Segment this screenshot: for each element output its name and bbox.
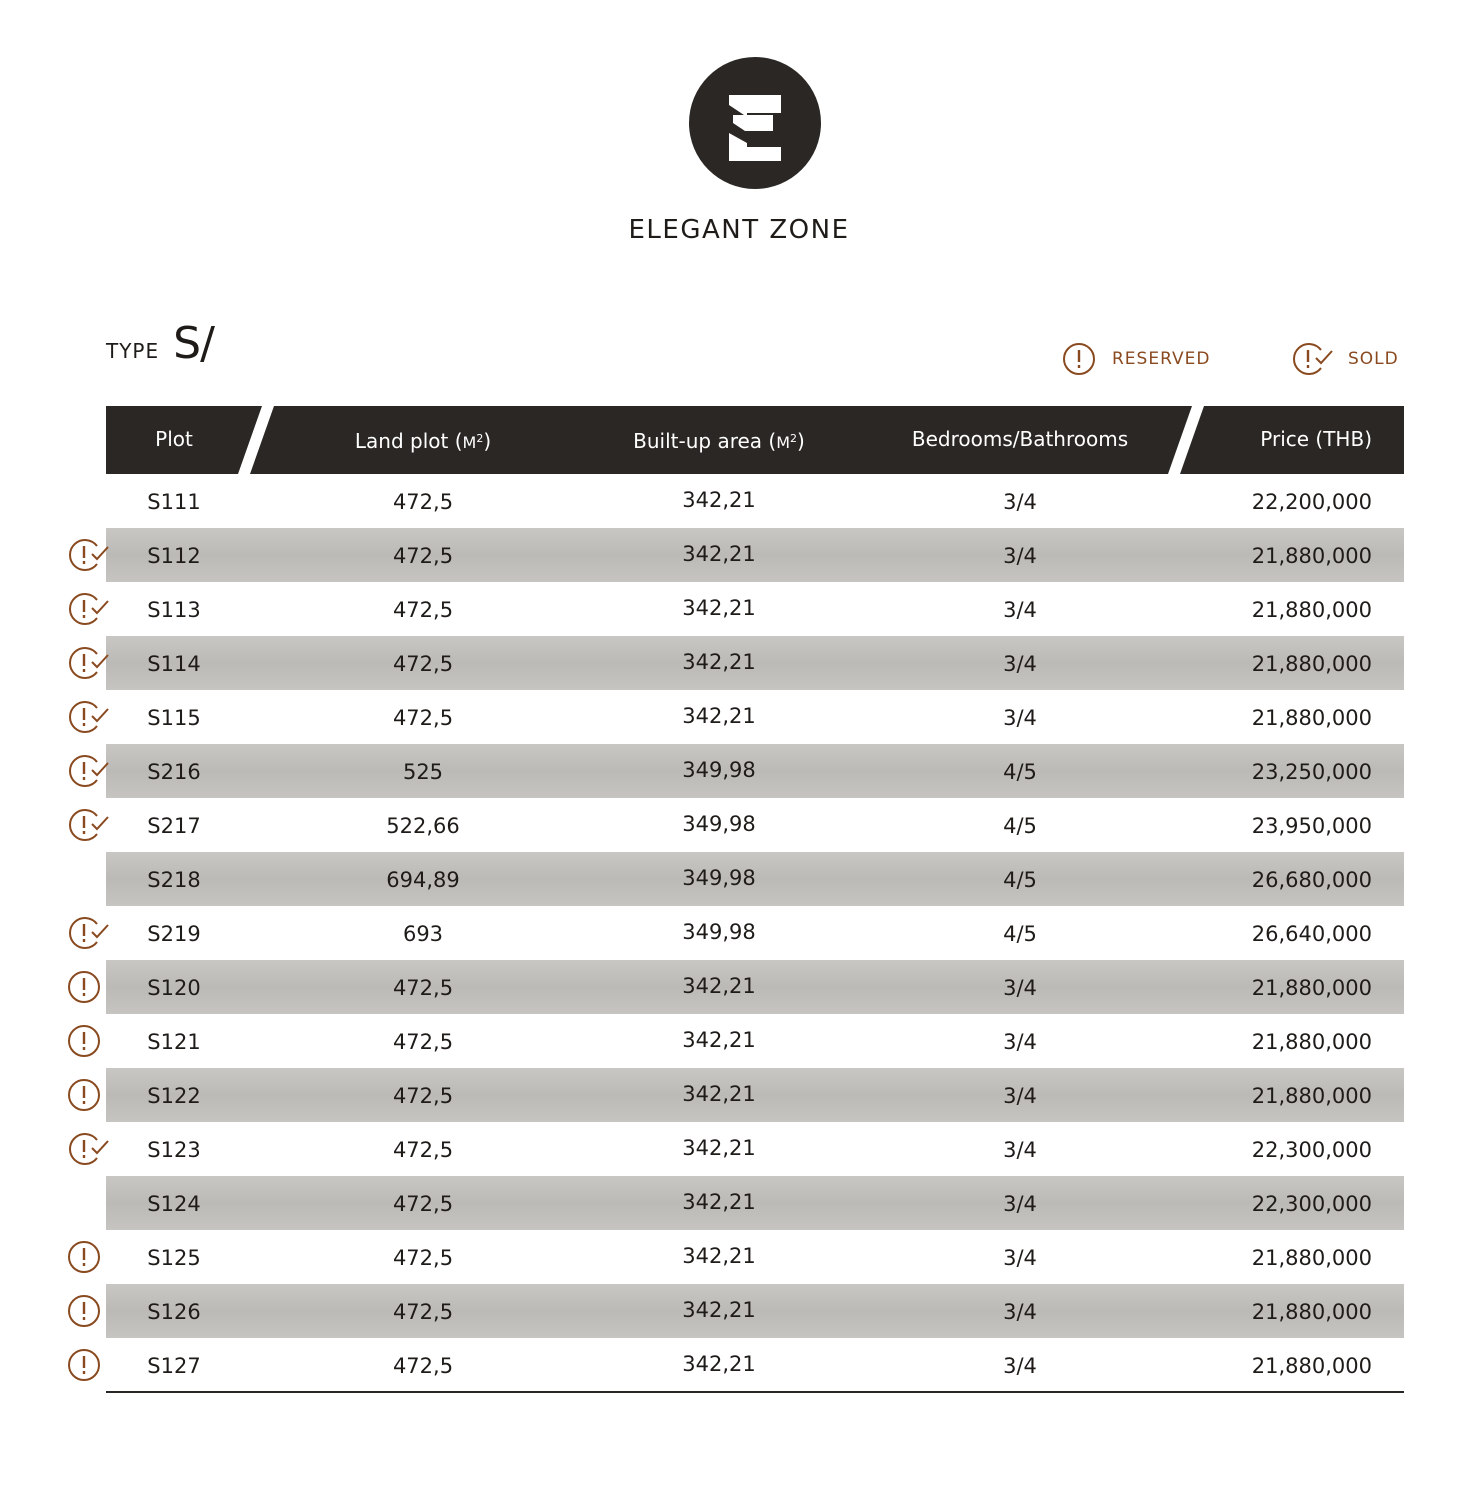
- zone-title: ELEGANT ZONE: [628, 215, 850, 245]
- table-row: [0, 744, 1478, 798]
- cell-built-up-area: 342,21: [682, 1352, 756, 1376]
- cell-bedrooms-bathrooms: 4/5: [1003, 868, 1037, 892]
- cell-plot: S124: [147, 1192, 201, 1216]
- legend-sold: [1290, 342, 1399, 376]
- column-header-bedrooms-bathrooms: Bedrooms/Bathrooms: [911, 427, 1129, 451]
- cell-plot: S123: [147, 1138, 201, 1162]
- cell-built-up-area: 342,21: [682, 596, 756, 620]
- cell-plot: S112: [147, 544, 201, 568]
- table-row: [0, 528, 1478, 582]
- legend-reserved: [1062, 342, 1210, 376]
- cell-built-up-area: 342,21: [682, 1136, 756, 1160]
- cell-bedrooms-bathrooms: 4/5: [1003, 922, 1037, 946]
- cell-bedrooms-bathrooms: 3/4: [1003, 1192, 1037, 1216]
- cell-bedrooms-bathrooms: 3/4: [1003, 1354, 1037, 1378]
- table-row: [0, 1122, 1478, 1176]
- cell-bedrooms-bathrooms: 4/5: [1003, 814, 1037, 838]
- cell-built-up-area: 342,21: [682, 1244, 756, 1268]
- cell-land-plot: 525: [402, 760, 444, 784]
- cell-bedrooms-bathrooms: 3/4: [1003, 976, 1037, 1000]
- cell-price: 23,250,000: [1251, 760, 1372, 784]
- cell-bedrooms-bathrooms: 3/4: [1003, 490, 1037, 514]
- table-row: [0, 1014, 1478, 1068]
- cell-land-plot: 472,5: [392, 1138, 454, 1162]
- column-header-land-plot: Land plot $(M^2)$: [354, 429, 492, 453]
- table-row: [0, 636, 1478, 690]
- cell-bedrooms-bathrooms: 3/4: [1003, 1138, 1037, 1162]
- cell-plot: S122: [147, 1084, 201, 1108]
- cell-bedrooms-bathrooms: 3/4: [1003, 706, 1037, 730]
- cell-price: 26,680,000: [1251, 868, 1372, 892]
- cell-price: 21,880,000: [1251, 544, 1372, 568]
- table-row: [0, 474, 1478, 528]
- exclamation-circle-icon: [1062, 342, 1098, 376]
- cell-built-up-area: 349,98: [682, 812, 756, 836]
- cell-land-plot: 472,5: [392, 598, 454, 622]
- cell-built-up-area: 342,21: [682, 704, 756, 728]
- cell-plot: S111: [147, 490, 201, 514]
- table-row: [0, 960, 1478, 1014]
- cell-land-plot: 472,5: [392, 1030, 454, 1054]
- cell-land-plot: 472,5: [392, 1246, 454, 1270]
- exclamation-check-icon: [1290, 342, 1336, 376]
- cell-plot: S127: [147, 1354, 201, 1378]
- cell-land-plot: 472,5: [392, 1084, 454, 1108]
- legend-sold-label: SOLD: [1348, 349, 1399, 369]
- cell-bedrooms-bathrooms: 3/4: [1003, 1030, 1037, 1054]
- cell-plot: S115: [147, 706, 201, 730]
- type-value: S/: [173, 318, 214, 369]
- cell-price: 22,200,000: [1251, 490, 1372, 514]
- column-header-price: Price (THB): [1260, 427, 1372, 451]
- cell-plot: S121: [147, 1030, 201, 1054]
- table-row: [0, 852, 1478, 906]
- cell-built-up-area: 342,21: [682, 542, 756, 566]
- cell-plot: S218: [147, 868, 201, 892]
- cell-land-plot: 472,5: [392, 1354, 454, 1378]
- cell-bedrooms-bathrooms: 4/5: [1003, 760, 1037, 784]
- cell-land-plot: 472,5: [392, 976, 454, 1000]
- table-row: [0, 1176, 1478, 1230]
- cell-built-up-area: 342,21: [682, 974, 756, 998]
- column-header-built-up-area: Built-up area $(M^2)$: [633, 429, 805, 453]
- table-row: [0, 1338, 1478, 1392]
- cell-plot: S120: [147, 976, 201, 1000]
- cell-price: 26,640,000: [1251, 922, 1372, 946]
- cell-price: 21,880,000: [1251, 1084, 1372, 1108]
- cell-price: 22,300,000: [1251, 1192, 1372, 1216]
- cell-built-up-area: 349,98: [682, 758, 756, 782]
- cell-plot: S125: [147, 1246, 201, 1270]
- table-row: [0, 906, 1478, 960]
- table-row: [0, 798, 1478, 852]
- cell-plot: S219: [147, 922, 201, 946]
- cell-price: 21,880,000: [1251, 1030, 1372, 1054]
- cell-built-up-area: 342,21: [682, 650, 756, 674]
- cell-built-up-area: 342,21: [682, 1028, 756, 1052]
- cell-plot: S216: [147, 760, 201, 784]
- table-bottom-rule: [106, 1391, 1404, 1393]
- cell-price: 21,880,000: [1251, 706, 1372, 730]
- table-row: [0, 1284, 1478, 1338]
- cell-built-up-area: 342,21: [682, 1298, 756, 1322]
- cell-price: 23,950,000: [1251, 814, 1372, 838]
- table-row: [0, 1068, 1478, 1122]
- table-body: [0, 474, 1478, 1392]
- cell-plot: S217: [147, 814, 201, 838]
- cell-land-plot: 694,89: [386, 868, 460, 892]
- cell-built-up-area: 349,98: [682, 920, 756, 944]
- column-header-plot: Plot: [155, 427, 193, 451]
- cell-bedrooms-bathrooms: 3/4: [1003, 544, 1037, 568]
- cell-plot: S114: [147, 652, 201, 676]
- cell-bedrooms-bathrooms: 3/4: [1003, 1300, 1037, 1324]
- cell-bedrooms-bathrooms: 3/4: [1003, 598, 1037, 622]
- cell-bedrooms-bathrooms: 3/4: [1003, 1246, 1037, 1270]
- cell-land-plot: 472,5: [392, 706, 454, 730]
- cell-price: 21,880,000: [1251, 976, 1372, 1000]
- table-row: [0, 1230, 1478, 1284]
- cell-price: 21,880,000: [1251, 1300, 1372, 1324]
- type-word: TYPE: [106, 339, 160, 363]
- cell-price: 21,880,000: [1251, 1354, 1372, 1378]
- cell-land-plot: 522,66: [386, 814, 460, 838]
- type-heading: [106, 318, 214, 369]
- cell-bedrooms-bathrooms: 3/4: [1003, 1084, 1037, 1108]
- cell-built-up-area: 342,21: [682, 1190, 756, 1214]
- cell-built-up-area: 342,21: [682, 1082, 756, 1106]
- cell-plot: S126: [147, 1300, 201, 1324]
- cell-land-plot: 693: [402, 922, 444, 946]
- cell-price: 21,880,000: [1251, 1246, 1372, 1270]
- cell-price: 21,880,000: [1251, 652, 1372, 676]
- cell-land-plot: 472,5: [392, 1192, 454, 1216]
- legend-reserved-label: RESERVED: [1112, 349, 1211, 369]
- cell-land-plot: 472,5: [392, 652, 454, 676]
- table-row: [0, 582, 1478, 636]
- cell-built-up-area: 342,21: [682, 488, 756, 512]
- cell-land-plot: 472,5: [392, 1300, 454, 1324]
- table-header: [106, 406, 1404, 474]
- cell-price: 21,880,000: [1251, 598, 1372, 622]
- cell-land-plot: 472,5: [392, 544, 454, 568]
- elegant-zone-logo: [689, 57, 821, 189]
- cell-plot: S113: [147, 598, 201, 622]
- cell-bedrooms-bathrooms: 3/4: [1003, 652, 1037, 676]
- table-row: [0, 690, 1478, 744]
- cell-land-plot: 472,5: [392, 490, 454, 514]
- cell-built-up-area: 349,98: [682, 866, 756, 890]
- cell-price: 22,300,000: [1251, 1138, 1372, 1162]
